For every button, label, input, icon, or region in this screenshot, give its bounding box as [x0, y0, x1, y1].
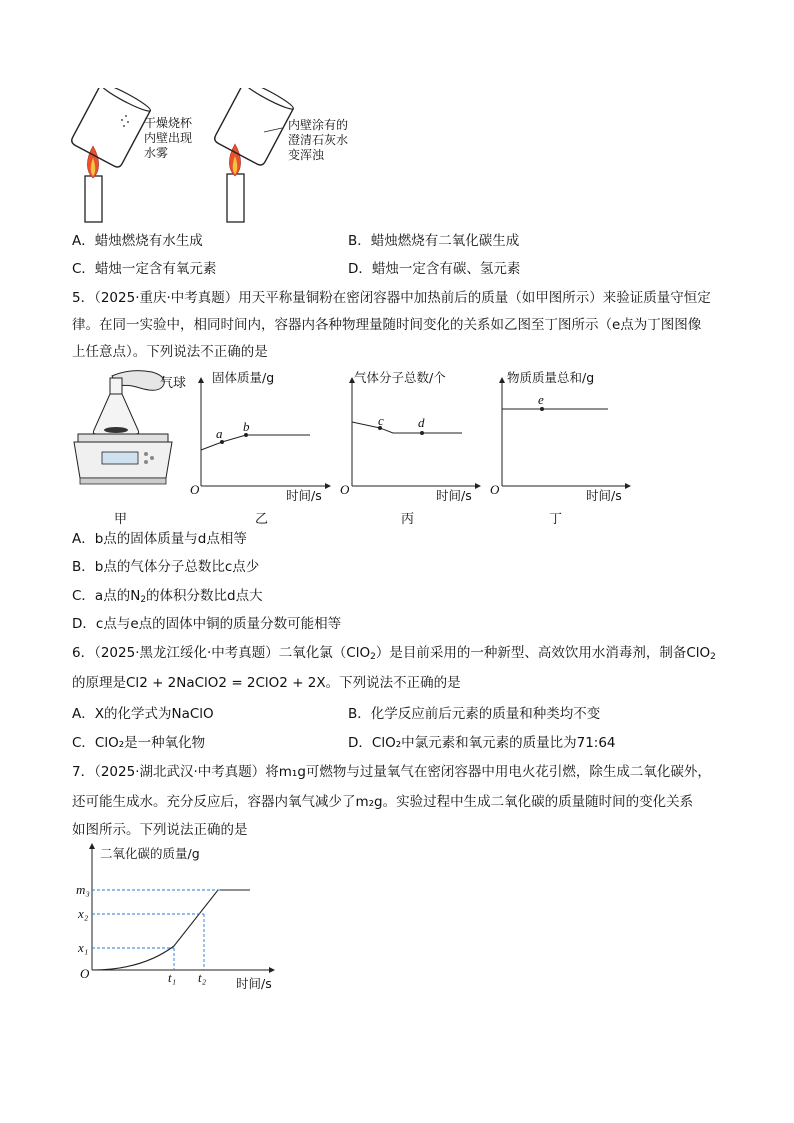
- graph-bing: [352, 380, 478, 486]
- right-candle: [227, 174, 244, 222]
- yi-point-a-label: a: [216, 426, 223, 441]
- q6-option-d: D．ClO₂中氯元素和氧元素的质量比为71:64: [348, 735, 616, 751]
- co2-curve: [92, 890, 250, 970]
- yi-x-label: 时间/s: [286, 488, 322, 503]
- bing-x-label: 时间/s: [436, 488, 472, 503]
- q5-stem-line2: 律。在同一实验中，相同时间内，容器内各种物理量随时间变化的关系如乙图至丁图所示（e点为丁图图像: [72, 317, 702, 333]
- co2-origin: O: [80, 966, 90, 981]
- q4-option-d: D．蜡烛一定含有碳、氢元素: [348, 261, 521, 277]
- bing-point-c-label: c: [378, 413, 384, 428]
- co2-x-label: 时间/s: [236, 976, 272, 991]
- co2-tick-x1: x₁: [78, 940, 89, 955]
- bing-origin: O: [340, 482, 350, 497]
- graph-ding: [502, 380, 628, 486]
- co2-mass-graph: [72, 842, 284, 994]
- q6-stem-line1: 6．（2025·黑龙江绥化·中考真题）二氧化氯（ClO$_2$）是目前采用的一种新型、高效饮用水消毒剂，制备ClO$_2$: [72, 645, 716, 662]
- q5-stem-line3: 上任意点）。下列说法不正确的是: [72, 344, 268, 360]
- ding-point-e-label: e: [538, 392, 544, 407]
- ding-y-label: 物质质量总和/g: [507, 370, 595, 385]
- yi-y-label: 固体质量/g: [212, 370, 275, 385]
- co2-tick-t2: t₂: [198, 970, 207, 985]
- co2-tick-m3: m₃: [76, 882, 90, 897]
- q5-option-b: B．b点的气体分子总数比c点少: [72, 559, 260, 575]
- bing-point-d: [420, 431, 424, 435]
- caption-yi: 乙: [255, 512, 269, 527]
- q4-option-c: C．蜡烛一定含有氧元素: [72, 261, 217, 277]
- q7-stem-line1: 7．（2025·湖北武汉·中考真题）将m₁g可燃物与过量氧气在密闭容器中用电火花引燃，除生成二氧化碳外，: [72, 764, 711, 780]
- q5-stem-line1: 5．（2025·重庆·中考真题）用天平称量铜粉在密闭容器中加热前后的质量（如甲图所示）来验证质量守恒定: [72, 290, 711, 306]
- ding-origin: O: [490, 482, 500, 497]
- q6-option-a: A．X的化学式为NaClO: [72, 706, 214, 722]
- q4-option-b: B．蜡烛燃烧有二氧化碳生成: [348, 233, 520, 249]
- caption-bing: 丙: [401, 512, 415, 527]
- q5-option-d: D．c点与e点的固体中铜的质量分数可能相等: [72, 616, 342, 632]
- co2-tick-x2: x₂: [78, 906, 89, 921]
- bing-y-label: 气体分子总数/个: [354, 370, 446, 385]
- q4-option-a: A．蜡烛燃烧有水生成: [72, 233, 203, 249]
- q5-option-a: A．b点的固体质量与d点相等: [72, 531, 247, 547]
- left-candle: [85, 176, 102, 222]
- q6-option-b: B．化学反应前后元素的质量和种类均不变: [348, 706, 601, 722]
- q7-stem-line2: 还可能生成水。充分反应后，容器内氧气减少了m₂g。实验过程中生成二氧化碳的质量随时间的变化关系: [72, 794, 694, 810]
- right-beaker-caption: 内壁涂有的 澄清石灰水 变浑浊: [288, 118, 349, 162]
- balloon-label: 气球: [160, 376, 187, 391]
- caption-jia: 甲: [114, 512, 128, 527]
- right-beaker: [213, 88, 295, 167]
- left-beaker: [70, 88, 152, 169]
- co2-tick-t1: t₁: [168, 970, 177, 985]
- yi-origin: O: [190, 482, 200, 497]
- bing-curve: [352, 422, 462, 433]
- ding-x-label: 时间/s: [586, 488, 622, 503]
- yi-point-b-label: b: [243, 419, 250, 434]
- co2-y-label: 二氧化碳的质量/g: [100, 846, 200, 861]
- q5-option-c: C．a点的$N_2$的体积分数比d点大: [72, 588, 263, 605]
- bing-point-d-label: d: [418, 415, 425, 430]
- q6-option-c: C．ClO₂是一种氧化物: [72, 735, 206, 751]
- q6-stem-line2: 的原理是Cl2 + 2NaClO2 = 2ClO2 + 2X。下列说法不正确的是: [72, 675, 461, 691]
- caption-ding: 丁: [549, 512, 563, 527]
- q7-stem-line3: 如图所示。下列说法正确的是: [72, 822, 248, 838]
- left-beaker-caption: 干燥烧杯 内壁出现 水雾: [144, 116, 193, 160]
